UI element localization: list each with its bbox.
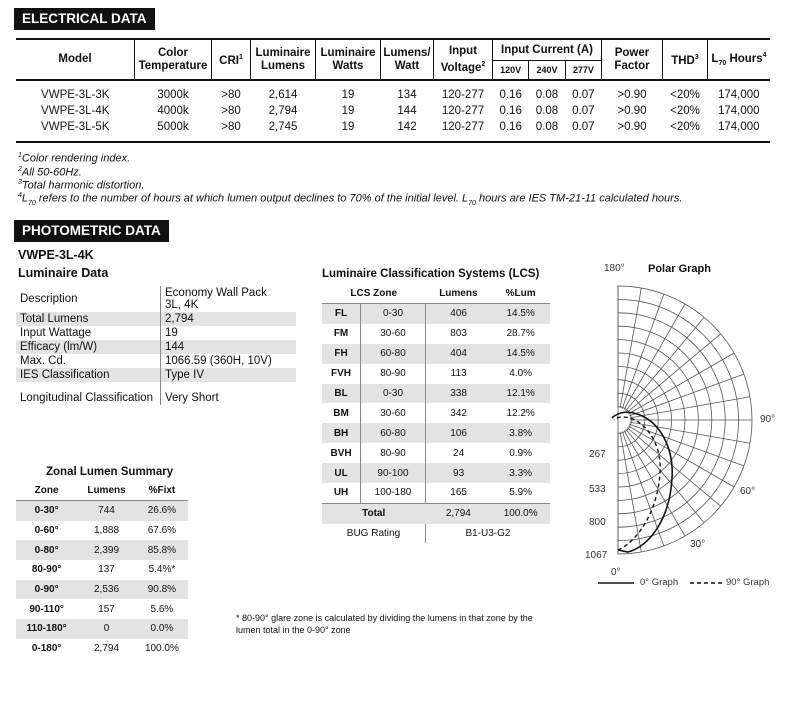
polar-spoke: [620, 432, 641, 552]
electrical-cell: 120-277: [441, 89, 485, 101]
col-lpw: Lumens/ Watt: [381, 39, 434, 80]
luminaire-data-label: Efficacy (lm/W): [16, 340, 161, 354]
electrical-cell: 3000k: [157, 89, 189, 101]
electrical-cell: 0.07: [572, 89, 595, 101]
zonal-cell: 1,888: [94, 525, 120, 537]
lcs-cell: 4.0%: [509, 368, 533, 380]
lcs-total-row: [322, 503, 550, 523]
zonal-cell: 67.6%: [147, 525, 177, 537]
polar-label-30: 30°: [690, 539, 706, 550]
luminaire-data-label: Description: [16, 286, 161, 312]
lcs-cell: FVH: [331, 368, 352, 380]
lcs-cell: 3.3%: [491, 463, 550, 483]
electrical-cell: 0.07: [572, 121, 595, 133]
electrical-cell: 174,000: [717, 89, 760, 101]
lcs-cell: 90-100: [361, 463, 426, 483]
lcs-cell: FH: [322, 344, 361, 364]
luminaire-data-value: 19: [165, 327, 178, 339]
zonal-header: %Fixt: [136, 481, 188, 501]
electrical-cell: >0.90: [617, 105, 647, 117]
legend-solid-line: [598, 580, 638, 586]
electrical-cell: 0.08: [535, 121, 559, 133]
legend-90-graph: 90° Graph: [726, 577, 770, 588]
lcs-row: [322, 384, 550, 404]
lcs-cell: 404: [425, 344, 491, 364]
luminaire-data-row: [16, 354, 296, 368]
polar-spoke: [627, 334, 720, 412]
zonal-cell: 2,794: [94, 643, 120, 655]
lcs-cell: 60-80: [361, 423, 426, 443]
electrical-cell: VWPE-3L-5K: [41, 121, 110, 133]
col-thd: THD$^3$: [663, 39, 708, 80]
luminaire-data-row: [16, 312, 296, 326]
footnote-2: $^2$All 50-60Hz.: [18, 166, 82, 179]
luminaire-data-value: [161, 286, 297, 312]
zonal-lumen-table: [16, 481, 188, 659]
lcs-table: [322, 284, 550, 543]
glare-note: * 80-90° glare zone is calculated by dividing the lumens in that zone by the lumen total in the 0-90° zone: [236, 613, 533, 635]
electrical-cell: 5000k: [157, 121, 189, 133]
electrical-cell: 2,614: [268, 89, 298, 101]
lcs-cell: 113: [450, 368, 467, 380]
zonal-cell: 157: [98, 603, 115, 615]
zonal-cell: 0-60°: [34, 525, 59, 537]
col-lumens: Luminaire Lumens: [251, 39, 316, 80]
luminaire-data-value-line: Economy Wall Pack: [165, 287, 267, 299]
lcs-row: [322, 403, 550, 423]
electrical-cell: <20%: [670, 121, 700, 133]
electrical-cell: 134: [397, 89, 417, 101]
bug-rating-row: [322, 524, 550, 543]
luminaire-data-value: Very Short: [165, 392, 219, 404]
electrical-cell: >0.90: [617, 89, 647, 101]
zonal-cell: 5.4%*: [148, 564, 176, 576]
luminaire-data-label: Max. Cd.: [16, 354, 161, 368]
luminaire-data-title: Luminaire Data: [18, 266, 109, 280]
lcs-row: [322, 443, 550, 463]
electrical-cell: >0.90: [617, 121, 647, 133]
electrical-cell: VWPE-3L-3K: [41, 89, 110, 101]
lcs-row: [322, 344, 550, 364]
col-277v: 277V: [565, 61, 601, 81]
electrical-cell: 174,000: [717, 105, 760, 117]
zonal-header: Zone: [16, 481, 77, 501]
electrical-cell: 144: [397, 105, 417, 117]
footnote-4: $^4L_{70}$ refers to the number of hours at which lumen output declines to 70% of the initial level. $L_{70}$ hours are IES TM-21-11 calculated hours.: [18, 192, 683, 207]
zonal-cell: 26.6%: [136, 501, 188, 521]
electrical-cell: 0.07: [572, 105, 595, 117]
lcs-cell: 165: [450, 487, 467, 499]
electrical-cell: 19: [341, 121, 355, 133]
zonal-row: [16, 580, 188, 600]
col-input-voltage: Input Voltage$^2$: [434, 39, 493, 80]
lcs-cell: 0-30: [361, 384, 426, 404]
polar-radial-533: 533: [589, 484, 606, 495]
electrical-row: [16, 87, 770, 103]
electrical-cell: 120-277: [441, 121, 485, 133]
luminaire-data-row: [16, 340, 296, 354]
electrical-cell: 2,745: [268, 121, 298, 133]
zonal-row: [16, 639, 188, 659]
lcs-cell: 93: [425, 463, 491, 483]
electrical-cell: 0.16: [499, 105, 522, 117]
electrical-data-heading: ELECTRICAL DATA: [14, 8, 155, 30]
lcs-cell: 60-80: [361, 344, 426, 364]
lcs-cell: 406: [425, 304, 491, 324]
polar-spoke: [630, 422, 750, 443]
lcs-cell: BM: [333, 407, 349, 419]
electrical-cell: 174,000: [717, 121, 760, 133]
zonal-cell: 137: [98, 564, 115, 576]
lcs-cell: 14.5%: [491, 344, 550, 364]
electrical-cell: <20%: [670, 89, 700, 101]
luminaire-data-row: [16, 368, 296, 382]
zonal-cell: 744: [77, 501, 136, 521]
lcs-cell: 0-30: [361, 304, 426, 324]
luminaire-data-row: [16, 382, 296, 405]
lcs-header: %Lum: [491, 284, 550, 304]
bug-rating-value: B1-U3-G2: [425, 524, 550, 543]
polar-radial-267: 267: [589, 449, 606, 460]
zonal-cell: 90.8%: [136, 580, 188, 600]
zonal-cell: 0.0%: [136, 619, 188, 639]
lcs-cell: BVH: [330, 447, 352, 459]
zonal-row: [16, 599, 188, 619]
lcs-cell: BL: [322, 384, 361, 404]
zonal-cell: 5.6%: [150, 603, 174, 615]
lcs-cell: 80-90: [361, 364, 426, 384]
electrical-row: [16, 119, 770, 135]
polar-label-0: 0°: [611, 567, 621, 578]
luminaire-data-value: 2,794: [161, 312, 297, 326]
electrical-row: [16, 103, 770, 119]
lcs-total-pct: 100.0%: [491, 503, 550, 523]
lcs-cell: 803: [450, 328, 467, 340]
lcs-header: Lumens: [425, 284, 491, 304]
footnote-3: $^3$Total harmonic distortion.: [18, 179, 145, 192]
polar-label-60: 60°: [740, 486, 756, 497]
lcs-cell: 5.9%: [509, 487, 533, 499]
lcs-cell: 80-90: [361, 443, 426, 463]
lcs-cell: 0.9%: [509, 447, 533, 459]
col-watts: Luminaire Watts: [316, 39, 381, 80]
luminaire-data-value: 1066.59 (360H, 10V): [165, 355, 272, 367]
lcs-cell: 30-60: [361, 324, 426, 344]
electrical-cell: 0.16: [499, 121, 522, 133]
photometric-data-heading: PHOTOMETRIC DATA: [14, 220, 169, 242]
polar-title: Polar Graph: [648, 263, 711, 275]
lcs-cell: 100-180: [361, 483, 426, 503]
electrical-cell: 0.08: [535, 89, 559, 101]
col-model: Model: [58, 53, 92, 65]
zonal-cell: 110-180°: [16, 619, 77, 639]
lcs-cell: 14.5%: [491, 304, 550, 324]
col-power-factor: Power Factor: [602, 39, 663, 80]
lcs-cell: FL: [322, 304, 361, 324]
electrical-cell: >80: [221, 105, 241, 117]
lcs-cell: 338: [425, 384, 491, 404]
polar-radial-1067: 1067: [585, 550, 608, 561]
luminaire-data-row: [16, 326, 296, 340]
lcs-cell: 106: [425, 423, 491, 443]
col-cri: CRI$^1$: [212, 39, 251, 80]
electrical-cell: 4000k: [157, 105, 189, 117]
electrical-cell: 19: [341, 89, 355, 101]
zonal-cell: 100.0%: [144, 643, 179, 655]
lcs-cell: UH: [333, 487, 349, 499]
zonal-row: [16, 540, 188, 560]
polar-spoke: [626, 429, 704, 522]
polar-label-180: 180°: [604, 263, 625, 274]
electrical-cell: 120-277: [441, 105, 485, 117]
luminaire-data-label: IES Classification: [16, 368, 161, 382]
legend-0-graph: 0° Graph: [640, 577, 679, 588]
lcs-cell: 28.7%: [506, 328, 535, 340]
luminaire-data-label: Total Lumens: [16, 312, 161, 326]
zonal-cell: 2,536: [77, 580, 136, 600]
zonal-header: Lumens: [77, 481, 136, 501]
zonal-cell: 0-80°: [16, 540, 77, 560]
lcs-row: [322, 463, 550, 483]
lcs-cell: BH: [322, 423, 361, 443]
luminaire-data-row: [16, 286, 296, 312]
polar-radial-800: 800: [589, 517, 606, 528]
electrical-cell: <20%: [670, 105, 700, 117]
electrical-cell: >80: [221, 121, 241, 133]
luminaire-data-value-line: 3L, 4K: [165, 299, 199, 311]
luminaire-data-table: [16, 286, 296, 405]
zonal-cell: 85.8%: [136, 540, 188, 560]
electrical-cell: 0.16: [499, 89, 522, 101]
lcs-row: [322, 304, 550, 324]
lcs-cell: 12.2%: [506, 407, 535, 419]
electrical-cell: >80: [221, 89, 241, 101]
polar-spoke: [626, 317, 704, 410]
lcs-cell: 3.8%: [491, 423, 550, 443]
polar-spoke: [620, 288, 641, 408]
zonal-row: [16, 501, 188, 521]
zonal-title: Zonal Lumen Summary: [46, 466, 174, 478]
electrical-cell: 142: [397, 121, 417, 133]
lcs-cell: 342: [450, 407, 467, 419]
polar-graph: [580, 278, 802, 578]
lcs-total-label: Total: [322, 503, 425, 523]
electrical-cell: 2,794: [268, 105, 298, 117]
lcs-row: [322, 324, 550, 344]
electrical-cell: VWPE-3L-4K: [41, 105, 110, 117]
col-240v: 240V: [529, 61, 565, 81]
col-input-current: Input Current (A): [493, 39, 602, 61]
polar-spoke: [627, 428, 720, 506]
zonal-cell: 0-90°: [16, 580, 77, 600]
luminaire-data-label: Input Wattage: [16, 326, 161, 340]
luminaire-data-label: Longitudinal Classification: [16, 382, 161, 405]
polar-spoke: [630, 397, 750, 418]
lcs-row: [322, 364, 550, 384]
zonal-row: [16, 521, 188, 541]
lcs-row: [322, 483, 550, 503]
zonal-cell: 90-110°: [29, 603, 64, 615]
zonal-cell: 0: [77, 619, 136, 639]
footnote-1: $^1$Color rendering index.: [18, 152, 131, 165]
luminaire-data-value: Type IV: [161, 368, 297, 382]
lcs-total-lumens: 2,794: [425, 503, 491, 523]
lcs-cell: UL: [322, 463, 361, 483]
zonal-cell: 80-90°: [31, 564, 62, 576]
zonal-row: [16, 619, 188, 639]
electrical-cell: 19: [341, 105, 355, 117]
zonal-row: [16, 560, 188, 580]
electrical-table: [16, 38, 770, 143]
zonal-cell: 0-30°: [16, 501, 77, 521]
lcs-cell: FM: [333, 328, 349, 340]
lcs-row: [322, 423, 550, 443]
col-l70-hours: $L_{70}$ Hours$^4$: [708, 39, 771, 80]
lcs-title: Luminaire Classification Systems (LCS): [322, 268, 540, 280]
electrical-cell: 0.08: [535, 105, 559, 117]
lcs-cell: 24: [453, 447, 465, 459]
col-color-temp: Color Temperature: [135, 39, 212, 80]
photometric-model: VWPE-3L-4K: [18, 248, 94, 262]
polar-label-90: 90°: [760, 414, 776, 425]
lcs-cell: 12.1%: [491, 384, 550, 404]
zonal-cell: 0-180°: [31, 643, 62, 655]
legend-dashed-line: [690, 580, 726, 586]
luminaire-data-value: 144: [161, 340, 297, 354]
bug-rating-label: BUG Rating: [322, 524, 425, 543]
zonal-cell: 2,399: [77, 540, 136, 560]
lcs-header: LCS Zone: [322, 284, 425, 304]
col-120v: 120V: [493, 61, 529, 81]
lcs-cell: 30-60: [361, 403, 426, 423]
